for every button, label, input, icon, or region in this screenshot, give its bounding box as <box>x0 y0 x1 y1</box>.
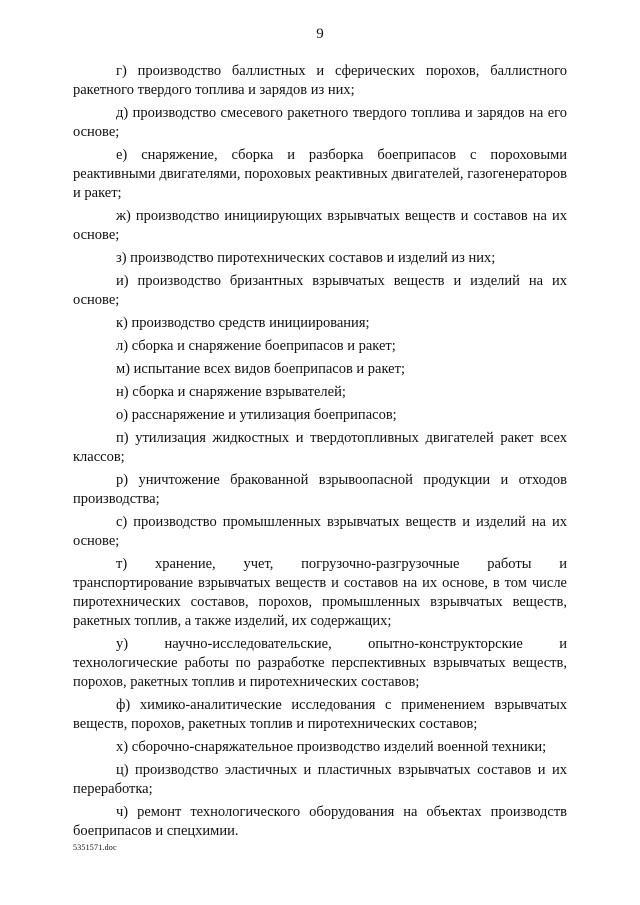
list-item: у) научно-исследовательские, опытно-конструкторские и технологические работы по разработке перспективных взрывчатых веществ, порохов, ракетных топлив и пиротехнических составов; <box>73 636 567 690</box>
list-item: м) испытание всех видов боеприпасов и ракет; <box>116 361 405 377</box>
list-item: г) производство баллистных и сферических порохов, баллистного ракетного твердого топлива и зарядов из них; <box>73 63 567 98</box>
list-of-activities <box>73 62 567 841</box>
list-item: о) расснаряжение и утилизация боеприпасов; <box>116 407 397 423</box>
list-item: с) производство промышленных взрывчатых веществ и изделий на их основе; <box>73 514 567 549</box>
list-item: е) снаряжение, сборка и разборка боеприпасов с пороховыми реактивными двигателями, пороховых реактивных двигателей, газогенераторов и ракет; <box>73 147 567 201</box>
list-item: ф) химико-аналитические исследования с применением взрывчатых веществ, порохов, ракетных топлив и пиротехнических составов; <box>73 697 567 732</box>
list-item: х) сборочно-снаряжательное производство изделий военной техники; <box>116 739 547 755</box>
footer-file-name: 5351571.doc <box>73 843 117 852</box>
list-item: ц) производство эластичных и пластичных взрывчатых составов и их переработка; <box>73 762 567 797</box>
list-item: к) производство средств инициирования; <box>116 315 370 331</box>
list-item: з) производство пиротехнических составов и изделий из них; <box>116 250 496 266</box>
list-item: т) хранение, учет, погрузочно-разгрузочные работы и транспортирование взрывчатых веществ и составов на их основе, в том числе пиротехнических составов, порохов, промышленных взрывчатых веществ, ракетных топлив, а также изделий, их содержащих; <box>73 556 567 629</box>
list-item: п) утилизация жидкостных и твердотопливных двигателей ракет всех классов; <box>73 430 567 465</box>
list-item: ж) производство инициирующих взрывчатых веществ и составов на их основе; <box>73 208 567 243</box>
list-item: и) производство бризантных взрывчатых веществ и изделий на их основе; <box>73 273 567 308</box>
page-number: 9 <box>316 26 324 42</box>
list-item: л) сборка и снаряжение боеприпасов и ракет; <box>116 338 396 354</box>
list-item: д) производство смесевого ракетного твердого топлива и зарядов на его основе; <box>73 105 567 140</box>
list-item: н) сборка и снаряжение взрывателей; <box>116 384 346 400</box>
list-item: р) уничтожение бракованной взрывоопасной продукции и отходов производства; <box>73 472 567 507</box>
list-item: ч) ремонт технологического оборудования на объектах производств боеприпасов и спецхимии. <box>73 804 567 839</box>
